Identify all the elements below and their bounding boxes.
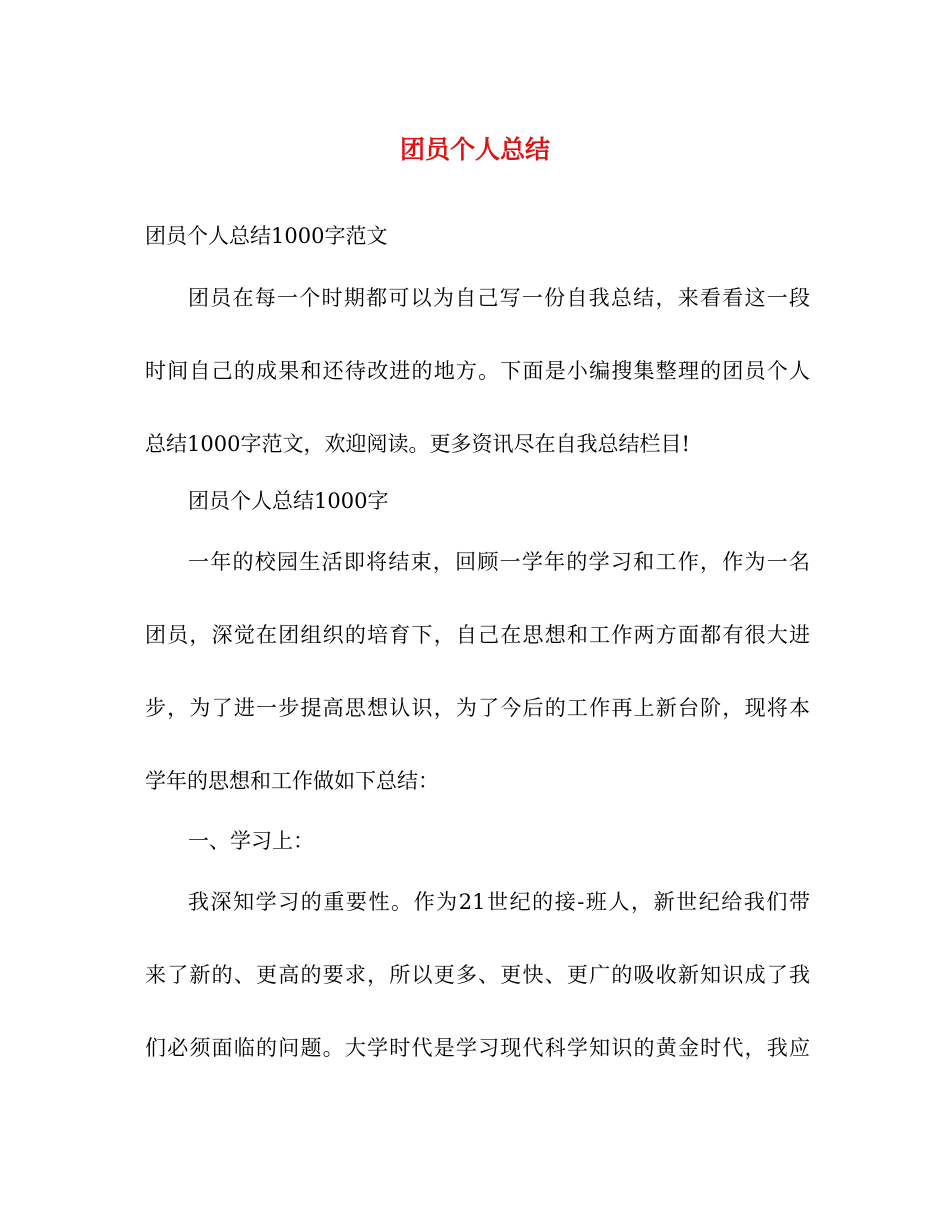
para2-line-3: 们必须面临的问题。大学时代是学习现代科学知识的黄金时代，我应 bbox=[145, 1036, 810, 1060]
para2-line-1: 我深知学习的重要性。作为21世纪的接-班人，新世纪给我们带 bbox=[188, 890, 810, 914]
paragraph-2 bbox=[145, 866, 810, 1085]
intro-line-2: 时间自己的成果和还待改进的地方。下面是小编搜集整理的团员个人 bbox=[145, 359, 810, 383]
para1-line-1: 一年的校园生活即将结束，回顾一学年的学习和工作，作为一名 bbox=[188, 550, 810, 574]
document-subtitle: 团员个人总结1000字范文 bbox=[145, 224, 388, 248]
study-heading: 一、学习上： bbox=[188, 829, 314, 853]
para2-line-2: 来了新的、更高的要求，所以更多、更快、更广的吸收新知识成了我 bbox=[145, 963, 810, 987]
intro-paragraph bbox=[145, 262, 810, 481]
intro-line-1: 团员在每一个时期都可以为自己写一份自我总结，来看看这一段 bbox=[188, 286, 810, 310]
document-title: 团员个人总结 bbox=[399, 135, 550, 164]
para1-line-2: 团员，深觉在团组织的培育下，自己在思想和工作两方面都有很大进 bbox=[145, 623, 810, 647]
intro-line-3: 总结1000字范文，欢迎阅读。更多资讯尽在自我总结栏目! bbox=[145, 432, 690, 456]
paragraph-1 bbox=[145, 526, 810, 818]
section-heading: 团员个人总结1000字 bbox=[188, 489, 389, 513]
para1-line-3: 步，为了进一步提高思想认识，为了今后的工作再上新台阶，现将本 bbox=[145, 696, 810, 720]
para1-line-4: 学年的思想和工作做如下总结： bbox=[145, 769, 439, 793]
